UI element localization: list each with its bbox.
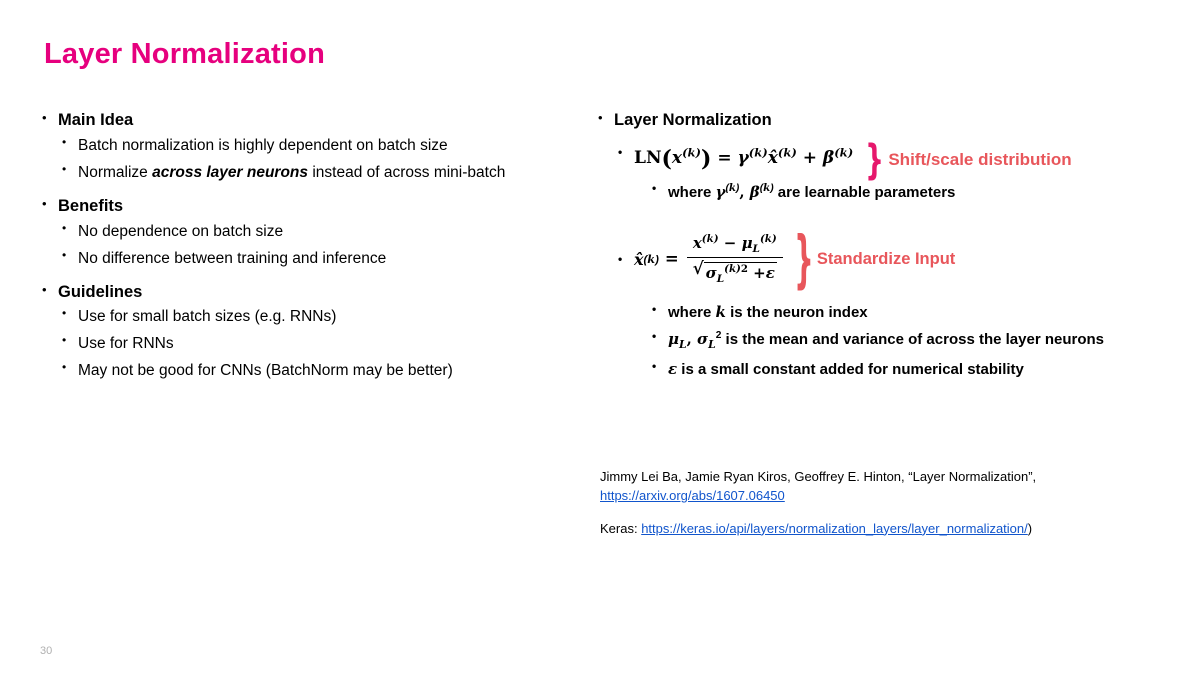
equation-2-row <box>614 230 1166 290</box>
section-heading: • Guidelines <box>58 283 142 301</box>
keras-link[interactable]: https://keras.io/api/layers/normalization_layers/layer_normalization/ <box>641 520 1028 536</box>
reference-keras-suffix: ) <box>1027 520 1033 536</box>
annotation-shift-scale: Shift/scale distribution <box>888 150 1072 169</box>
page-title: Layer Normalization <box>44 38 325 70</box>
note-suffix: are learnable parameters <box>773 183 956 201</box>
annotation-standardize-input: Standardize Input <box>816 250 956 269</box>
sub-list <box>58 306 580 382</box>
left-content-column <box>40 108 580 392</box>
equation-2-notes <box>648 302 1166 381</box>
list-item-text: May not be good for CNNs (BatchNorm may be better) <box>78 362 453 380</box>
section-benefits <box>40 194 580 270</box>
note-suffix: is the mean and variance of across the layer neurons <box>721 331 1105 349</box>
section-heading: • Main Idea <box>58 111 133 129</box>
list-item: • where $\gamma^{(k)}$, $\beta^{(k)}$ are learnable parameters <box>648 181 1166 204</box>
list-item <box>58 360 580 382</box>
equation-1-row <box>614 143 1166 177</box>
arxiv-link[interactable]: https://arxiv.org/abs/1607.06450 <box>600 487 785 503</box>
fraction <box>687 233 783 286</box>
section-main-idea <box>40 108 580 184</box>
brace-icon <box>866 143 880 177</box>
section-guidelines <box>40 280 580 383</box>
reference-keras-label: Keras: <box>600 520 642 536</box>
list-item-text-tail: instead of across mini-batch <box>308 163 506 181</box>
section-heading: • Layer Normalization <box>614 111 772 129</box>
list-item <box>58 333 580 355</box>
list-item-text: Normalize <box>78 163 153 181</box>
reference-paper-text: Jimmy Lei Ba, Jamie Ryan Kiros, Geoffrey E. Hinton, “Layer Normalization”, <box>600 469 1037 484</box>
note-prefix: where <box>668 183 716 201</box>
list-item <box>58 306 580 328</box>
list-item-text: No difference between training and inference <box>78 249 387 267</box>
references-block <box>600 468 1160 539</box>
list-item: • $\mu_L$, $\sigma_L^2$ is the mean and variance of across the layer neurons <box>648 329 1166 353</box>
sub-list <box>58 221 580 270</box>
fraction-denominator: √ $\sigma_L^{(k)2} +\varepsilon$ <box>687 258 783 286</box>
equation-2: • x̂ (k) = $x^{(k)} - \mu_L^{(k)}$ √ $\sigma_L^{(k)2} +\varepsilon$ <box>634 233 785 286</box>
list-item-text: Batch normalization is highly dependent on batch size <box>78 136 448 154</box>
right-bullet-list <box>596 108 1166 381</box>
list-item <box>58 162 580 184</box>
section-heading: • Benefits <box>58 197 123 215</box>
list-item-text: Use for small batch sizes (e.g. RNNs) <box>78 308 337 326</box>
page-number: 30 <box>40 645 53 657</box>
reference-paper <box>600 468 1160 506</box>
left-bullet-list <box>40 108 580 382</box>
equation-1-notes <box>648 181 1166 204</box>
list-item-text: Use for RNNs <box>78 335 174 353</box>
equation-1: $LN(x^{(k)})$ = $\gamma^{(k)}x̂^{(k)} + \beta^{(k)}$ <box>634 145 854 173</box>
reference-keras <box>600 520 1160 539</box>
list-item <box>58 135 580 157</box>
right-content-column <box>596 108 1166 387</box>
fraction-numerator: $x^{(k)} - \mu_L^{(k)}$ <box>687 233 783 258</box>
list-item: • ε is a small constant added for numerical stability <box>648 359 1166 381</box>
sub-list <box>58 135 580 184</box>
brace-icon <box>795 230 809 290</box>
list-item <box>58 221 580 243</box>
list-item-text: No dependence on batch size <box>78 222 284 240</box>
note-suffix: is the neuron index <box>725 303 868 321</box>
note-prefix: where <box>668 303 716 321</box>
list-item: • where k is the neuron index <box>648 302 1166 324</box>
section-layer-normalization <box>596 108 1166 381</box>
list-item <box>58 248 580 270</box>
list-item-emphasis: across layer neurons <box>152 163 309 181</box>
note-suffix: is a small constant added for numerical stability <box>677 360 1024 378</box>
